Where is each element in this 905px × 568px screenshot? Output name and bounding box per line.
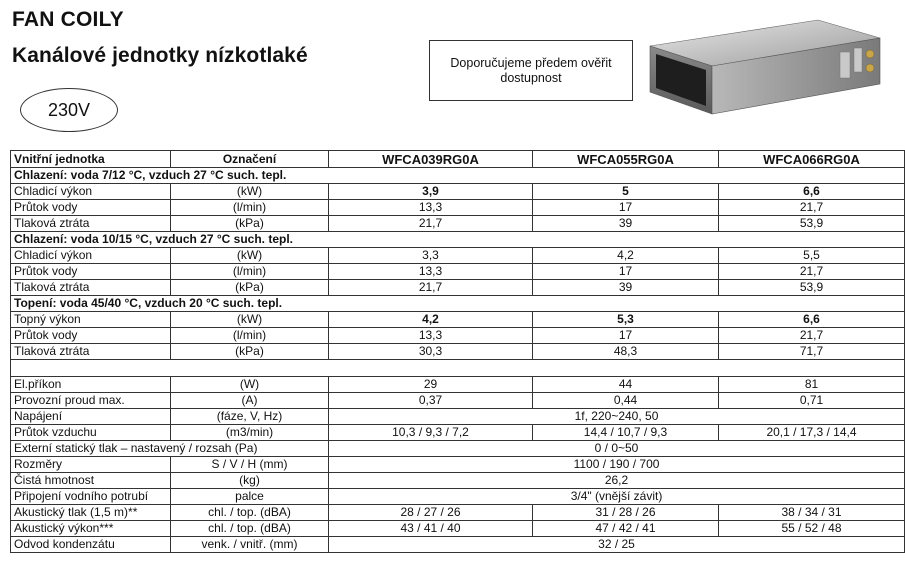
table-cell: (fáze, V, Hz) <box>171 409 329 425</box>
table-cell: (m3/min) <box>171 425 329 441</box>
table-cell: 21,7 <box>329 280 533 296</box>
table-cell: (kW) <box>171 248 329 264</box>
table-cell: Tlaková ztráta <box>11 344 171 360</box>
table-cell: Akustický výkon*** <box>11 521 171 537</box>
header-cell: WFCA039RG0A <box>329 151 533 168</box>
table-cell: 53,9 <box>719 280 905 296</box>
ducted-fan-coil-unit-image <box>640 14 890 122</box>
table-cell: Průtok vzduchu <box>11 425 171 441</box>
table-cell: (l/min) <box>171 200 329 216</box>
page-subtitle: Kanálové jednotky nízkotlaké <box>12 44 308 67</box>
table-cell: 20,1 / 17,3 / 14,4 <box>719 425 905 441</box>
table-cell: 0,37 <box>329 393 533 409</box>
table-row <box>11 489 905 505</box>
table-cell: 4,2 <box>329 312 533 328</box>
table-row <box>11 200 905 216</box>
table-cell: 48,3 <box>533 344 719 360</box>
section-row <box>11 296 905 312</box>
spec-table <box>10 150 905 553</box>
table-cell: (l/min) <box>171 264 329 280</box>
table-cell: 17 <box>533 200 719 216</box>
voltage-badge <box>20 88 118 132</box>
table-cell: El.příkon <box>11 377 171 393</box>
table-cell: 44 <box>533 377 719 393</box>
spacer-row <box>11 360 905 377</box>
table-cell: 13,3 <box>329 264 533 280</box>
table-cell: Provozní proud max. <box>11 393 171 409</box>
section-row <box>11 232 905 248</box>
table-cell: Chladicí výkon <box>11 248 171 264</box>
table-cell: 14,4 / 10,7 / 9,3 <box>533 425 719 441</box>
section-title: Chlazení: voda 10/15 °C, vzduch 27 °C such. tepl. <box>11 232 905 248</box>
table-row <box>11 280 905 296</box>
table-cell: 17 <box>533 328 719 344</box>
table-cell: venk. / vnitř. (mm) <box>171 537 329 553</box>
table-cell: Čistá hmotnost <box>11 473 171 489</box>
table-cell: Připojení vodního potrubí <box>11 489 171 505</box>
table-row <box>11 425 905 441</box>
table-cell: 38 / 34 / 31 <box>719 505 905 521</box>
table-row <box>11 184 905 200</box>
table-row <box>11 473 905 489</box>
table-cell: Externí statický tlak – nastavený / rozsah (Pa) <box>11 441 329 457</box>
table-cell: 28 / 27 / 26 <box>329 505 533 521</box>
table-cell: 17 <box>533 264 719 280</box>
table-row <box>11 393 905 409</box>
table-cell: 1100 / 190 / 700 <box>329 457 905 473</box>
table-cell: 6,6 <box>719 184 905 200</box>
page-title: FAN COILY <box>12 8 124 31</box>
table-cell: 4,2 <box>533 248 719 264</box>
table-row <box>11 248 905 264</box>
table-row <box>11 328 905 344</box>
table-cell: (kPa) <box>171 344 329 360</box>
table-cell: Průtok vody <box>11 200 171 216</box>
table-cell: 21,7 <box>719 200 905 216</box>
table-cell: (W) <box>171 377 329 393</box>
table-row <box>11 264 905 280</box>
table-row <box>11 409 905 425</box>
header-cell: WFCA066RG0A <box>719 151 905 168</box>
table-cell: chl. / top. (dBA) <box>171 521 329 537</box>
section-row <box>11 168 905 184</box>
table-cell: Rozměry <box>11 457 171 473</box>
table-cell: 39 <box>533 280 719 296</box>
table-cell: 47 / 42 / 41 <box>533 521 719 537</box>
section-title: Topení: voda 45/40 °C, vzduch 20 °C such. tepl. <box>11 296 905 312</box>
table-cell: 1f, 220~240, 50 <box>329 409 905 425</box>
table-cell: 53,9 <box>719 216 905 232</box>
table-cell: S / V / H (mm) <box>171 457 329 473</box>
table-cell: 81 <box>719 377 905 393</box>
table-cell: 5,5 <box>719 248 905 264</box>
table-row <box>11 377 905 393</box>
table-cell: 21,7 <box>329 216 533 232</box>
table-cell: Topný výkon <box>11 312 171 328</box>
table-cell: 3/4" (vnější závit) <box>329 489 905 505</box>
table-cell: 5 <box>533 184 719 200</box>
table-cell: palce <box>171 489 329 505</box>
header-cell: WFCA055RG0A <box>533 151 719 168</box>
table-cell: Tlaková ztráta <box>11 280 171 296</box>
table-cell: Napájení <box>11 409 171 425</box>
table-cell: 26,2 <box>329 473 905 489</box>
table-cell: chl. / top. (dBA) <box>171 505 329 521</box>
table-cell: 0,44 <box>533 393 719 409</box>
table-cell: 71,7 <box>719 344 905 360</box>
table-cell: 31 / 28 / 26 <box>533 505 719 521</box>
table-cell: 3,3 <box>329 248 533 264</box>
table-cell: (l/min) <box>171 328 329 344</box>
table-cell: (kW) <box>171 312 329 328</box>
table-cell: 29 <box>329 377 533 393</box>
header-cell: Označení <box>171 151 329 168</box>
table-cell: Průtok vody <box>11 264 171 280</box>
table-cell: Odvod kondenzátu <box>11 537 171 553</box>
table-cell: 0,71 <box>719 393 905 409</box>
table-cell: 5,3 <box>533 312 719 328</box>
table-row <box>11 457 905 473</box>
table-cell: 0 / 0~50 <box>329 441 905 457</box>
table-row <box>11 521 905 537</box>
table-cell: 6,6 <box>719 312 905 328</box>
table-row <box>11 537 905 553</box>
table-row <box>11 216 905 232</box>
table-row <box>11 441 905 457</box>
table-cell: 43 / 41 / 40 <box>329 521 533 537</box>
table-cell: (A) <box>171 393 329 409</box>
table-row <box>11 505 905 521</box>
spacer-cell <box>11 360 905 377</box>
table-row <box>11 312 905 328</box>
table-cell: 3,9 <box>329 184 533 200</box>
table-cell: Průtok vody <box>11 328 171 344</box>
table-cell: Akustický tlak (1,5 m)** <box>11 505 171 521</box>
section-title: Chlazení: voda 7/12 °C, vzduch 27 °C such. tepl. <box>11 168 905 184</box>
table-cell: 55 / 52 / 48 <box>719 521 905 537</box>
table-header-row <box>11 151 905 168</box>
availability-notice: Doporučujeme předem ověřit dostupnost <box>429 40 633 101</box>
table-cell: 10,3 / 9,3 / 7,2 <box>329 425 533 441</box>
table-cell: 39 <box>533 216 719 232</box>
table-cell: Chladicí výkon <box>11 184 171 200</box>
table-cell: 30,3 <box>329 344 533 360</box>
header-cell: Vnitřní jednotka <box>11 151 171 168</box>
table-cell: 13,3 <box>329 200 533 216</box>
voltage-label: 230V <box>47 99 91 120</box>
table-cell: 32 / 25 <box>329 537 905 553</box>
table-cell: (kg) <box>171 473 329 489</box>
table-cell: 21,7 <box>719 264 905 280</box>
table-cell: (kPa) <box>171 216 329 232</box>
table-cell: 21,7 <box>719 328 905 344</box>
table-cell: (kPa) <box>171 280 329 296</box>
table-cell: 13,3 <box>329 328 533 344</box>
table-row <box>11 344 905 360</box>
table-cell: Tlaková ztráta <box>11 216 171 232</box>
table-cell: (kW) <box>171 184 329 200</box>
